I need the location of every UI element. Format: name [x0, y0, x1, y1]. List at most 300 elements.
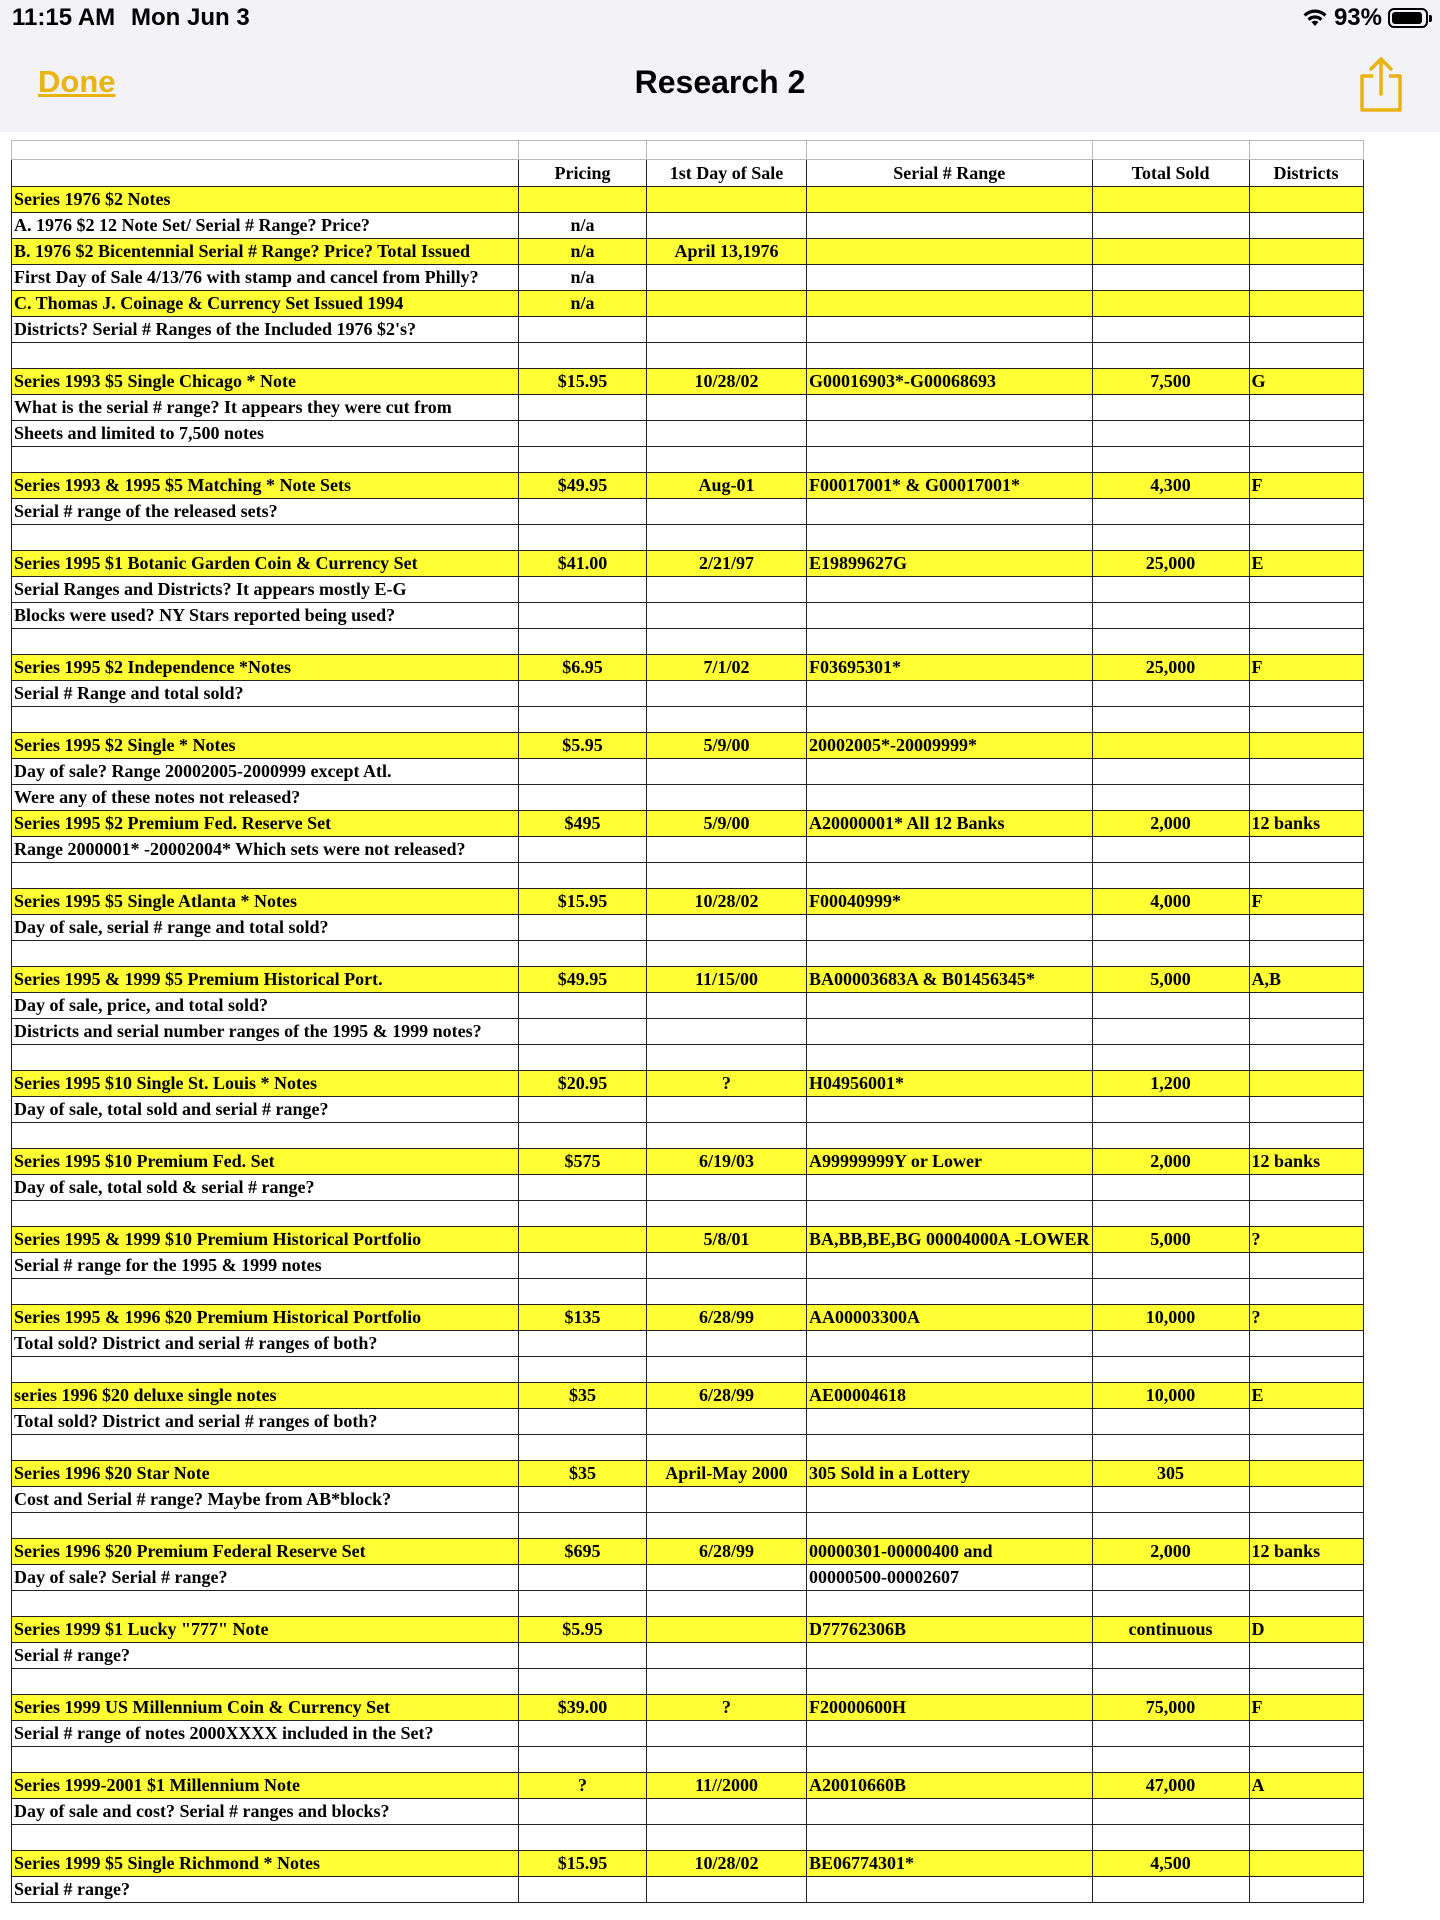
cell[interactable]	[647, 1591, 807, 1617]
cell[interactable]: $495	[519, 811, 647, 837]
cell[interactable]: $6.95	[519, 655, 647, 681]
cell[interactable]	[1092, 603, 1249, 629]
cell[interactable]: A99999999Y or Lower	[807, 1149, 1093, 1175]
cell[interactable]	[647, 499, 807, 525]
cell[interactable]: Day of sale? Serial # range?	[12, 1565, 519, 1591]
cell[interactable]	[1092, 525, 1249, 551]
cell[interactable]	[647, 447, 807, 473]
cell[interactable]: A20000001* All 12 Banks	[807, 811, 1093, 837]
cell[interactable]	[807, 1253, 1093, 1279]
cell[interactable]: F	[1249, 889, 1363, 915]
cell[interactable]: Series 1993 & 1995 $5 Matching * Note Sets	[12, 473, 519, 499]
cell[interactable]: ?	[1249, 1227, 1363, 1253]
cell[interactable]	[647, 291, 807, 317]
cell[interactable]: Were any of these notes not released?	[12, 785, 519, 811]
cell[interactable]	[519, 141, 647, 160]
cell[interactable]: $39.00	[519, 1695, 647, 1721]
cell[interactable]: 2,000	[1092, 1539, 1249, 1565]
cell[interactable]	[807, 1591, 1093, 1617]
cell[interactable]	[1092, 1045, 1249, 1071]
cell[interactable]	[1092, 1409, 1249, 1435]
cell[interactable]	[1092, 213, 1249, 239]
cell[interactable]	[647, 1097, 807, 1123]
cell[interactable]: Series 1995 $2 Independence *Notes	[12, 655, 519, 681]
cell[interactable]	[1092, 915, 1249, 941]
cell[interactable]	[1249, 681, 1363, 707]
cell[interactable]: BA,BB,BE,BG 00004000A -LOWER	[807, 1227, 1093, 1253]
cell[interactable]	[647, 603, 807, 629]
cell[interactable]	[12, 343, 519, 369]
cell[interactable]: 12 banks	[1249, 1149, 1363, 1175]
cell[interactable]: F00017001* & G00017001*	[807, 473, 1093, 499]
cell[interactable]	[807, 187, 1093, 213]
cell[interactable]	[647, 1279, 807, 1305]
cell[interactable]	[1249, 1253, 1363, 1279]
cell[interactable]	[1249, 1019, 1363, 1045]
cell[interactable]	[647, 629, 807, 655]
cell[interactable]: ?	[519, 1773, 647, 1799]
cell[interactable]	[519, 1227, 647, 1253]
cell[interactable]	[647, 915, 807, 941]
cell[interactable]	[647, 1617, 807, 1643]
cell[interactable]	[1092, 1435, 1249, 1461]
cell[interactable]	[519, 941, 647, 967]
cell[interactable]: 6/19/03	[647, 1149, 807, 1175]
cell[interactable]: Series 1996 $20 Premium Federal Reserve Set	[12, 1539, 519, 1565]
cell[interactable]	[519, 837, 647, 863]
cell[interactable]: Aug-01	[647, 473, 807, 499]
cell[interactable]	[1249, 1669, 1363, 1695]
cell[interactable]: 2,000	[1092, 811, 1249, 837]
cell[interactable]: Series 1999-2001 $1 Millennium Note	[12, 1773, 519, 1799]
cell[interactable]	[1092, 187, 1249, 213]
cell[interactable]: Serial # range?	[12, 1643, 519, 1669]
cell[interactable]	[12, 863, 519, 889]
cell[interactable]	[1092, 707, 1249, 733]
cell[interactable]: Series 1995 $10 Single St. Louis * Notes	[12, 1071, 519, 1097]
cell[interactable]: E	[1249, 551, 1363, 577]
cell[interactable]: 4,000	[1092, 889, 1249, 915]
cell[interactable]	[519, 785, 647, 811]
cell[interactable]	[519, 1721, 647, 1747]
cell[interactable]	[519, 915, 647, 941]
cell[interactable]	[807, 1097, 1093, 1123]
cell[interactable]	[12, 629, 519, 655]
cell[interactable]	[807, 1045, 1093, 1071]
cell[interactable]: $15.95	[519, 369, 647, 395]
cell[interactable]	[647, 395, 807, 421]
cell[interactable]	[1092, 1565, 1249, 1591]
cell[interactable]: ?	[647, 1695, 807, 1721]
cell[interactable]	[1249, 759, 1363, 785]
cell[interactable]	[1249, 603, 1363, 629]
cell[interactable]	[1092, 1643, 1249, 1669]
cell[interactable]	[519, 1045, 647, 1071]
cell[interactable]	[1092, 759, 1249, 785]
cell[interactable]: Series 1999 $1 Lucky "777" Note	[12, 1617, 519, 1643]
cell[interactable]: BE06774301*	[807, 1851, 1093, 1877]
cell[interactable]	[647, 1877, 807, 1903]
cell[interactable]	[1249, 447, 1363, 473]
cell[interactable]: B. 1976 $2 Bicentennial Serial # Range? Price? Total Issued	[12, 239, 519, 265]
cell[interactable]	[519, 759, 647, 785]
cell[interactable]	[519, 1591, 647, 1617]
cell[interactable]	[647, 1019, 807, 1045]
cell[interactable]	[647, 1825, 807, 1851]
cell[interactable]: n/a	[519, 213, 647, 239]
cell[interactable]	[647, 343, 807, 369]
cell[interactable]	[1092, 863, 1249, 889]
cell[interactable]: F	[1249, 1695, 1363, 1721]
cell[interactable]	[807, 759, 1093, 785]
cell[interactable]	[519, 681, 647, 707]
cell[interactable]: What is the serial # range? It appears they were cut from	[12, 395, 519, 421]
cell[interactable]: First Day of Sale 4/13/76 with stamp and cancel from Philly?	[12, 265, 519, 291]
cell[interactable]	[1249, 1591, 1363, 1617]
cell[interactable]: 4,300	[1092, 473, 1249, 499]
cell[interactable]: Series 1999 $5 Single Richmond * Notes	[12, 1851, 519, 1877]
cell[interactable]	[807, 1331, 1093, 1357]
cell[interactable]	[1092, 317, 1249, 343]
cell[interactable]	[1249, 187, 1363, 213]
cell[interactable]: 4,500	[1092, 1851, 1249, 1877]
cell[interactable]	[1249, 837, 1363, 863]
cell[interactable]: 5/8/01	[647, 1227, 807, 1253]
cell[interactable]	[1249, 1331, 1363, 1357]
cell[interactable]	[807, 1201, 1093, 1227]
cell[interactable]	[807, 915, 1093, 941]
cell[interactable]: $35	[519, 1383, 647, 1409]
cell[interactable]	[1092, 1097, 1249, 1123]
cell[interactable]: $20.95	[519, 1071, 647, 1097]
cell[interactable]: 25,000	[1092, 655, 1249, 681]
cell[interactable]	[1249, 1877, 1363, 1903]
cell[interactable]: G00016903*-G00068693	[807, 369, 1093, 395]
column-header[interactable]: 1st Day of Sale	[647, 160, 807, 187]
cell[interactable]	[1092, 1591, 1249, 1617]
cell[interactable]	[1249, 1435, 1363, 1461]
cell[interactable]: E	[1249, 1383, 1363, 1409]
cell[interactable]: Series 1995 $2 Single * Notes	[12, 733, 519, 759]
cell[interactable]	[1249, 395, 1363, 421]
cell[interactable]: 305 Sold in a Lottery	[807, 1461, 1093, 1487]
cell[interactable]	[519, 1019, 647, 1045]
cell[interactable]	[807, 1877, 1093, 1903]
cell[interactable]	[647, 1721, 807, 1747]
cell[interactable]	[807, 993, 1093, 1019]
cell[interactable]	[1092, 1253, 1249, 1279]
cell[interactable]	[647, 1201, 807, 1227]
cell[interactable]	[807, 141, 1093, 160]
cell[interactable]	[807, 291, 1093, 317]
cell[interactable]	[519, 1175, 647, 1201]
column-header[interactable]	[12, 160, 519, 187]
cell[interactable]	[807, 1487, 1093, 1513]
cell[interactable]	[1092, 1123, 1249, 1149]
cell[interactable]	[519, 1201, 647, 1227]
cell[interactable]: ?	[647, 1071, 807, 1097]
cell[interactable]: Series 1995 & 1999 $5 Premium Historical Port.	[12, 967, 519, 993]
cell[interactable]	[12, 1201, 519, 1227]
cell[interactable]	[807, 317, 1093, 343]
cell[interactable]: 5/9/00	[647, 811, 807, 837]
cell[interactable]: n/a	[519, 265, 647, 291]
cell[interactable]	[1092, 1201, 1249, 1227]
cell[interactable]	[519, 1799, 647, 1825]
cell[interactable]	[519, 1253, 647, 1279]
cell[interactable]: 12 banks	[1249, 811, 1363, 837]
cell[interactable]	[1092, 1747, 1249, 1773]
cell[interactable]	[12, 447, 519, 473]
cell[interactable]	[647, 421, 807, 447]
cell[interactable]	[12, 1357, 519, 1383]
cell[interactable]	[1092, 785, 1249, 811]
cell[interactable]: Serial # range for the 1995 & 1999 notes	[12, 1253, 519, 1279]
cell[interactable]: D77762306B	[807, 1617, 1093, 1643]
cell[interactable]: Series 1996 $20 Star Note	[12, 1461, 519, 1487]
cell[interactable]: $41.00	[519, 551, 647, 577]
cell[interactable]	[807, 1513, 1093, 1539]
column-header[interactable]: Districts	[1249, 160, 1363, 187]
cell[interactable]	[1092, 577, 1249, 603]
cell[interactable]	[519, 343, 647, 369]
cell[interactable]: ?	[1249, 1305, 1363, 1331]
cell[interactable]	[647, 577, 807, 603]
cell[interactable]	[647, 1331, 807, 1357]
cell[interactable]	[647, 837, 807, 863]
cell[interactable]: April 13,1976	[647, 239, 807, 265]
cell[interactable]	[519, 1123, 647, 1149]
column-header[interactable]: Total Sold	[1092, 160, 1249, 187]
cell[interactable]: $49.95	[519, 473, 647, 499]
cell[interactable]	[807, 1435, 1093, 1461]
cell[interactable]	[519, 577, 647, 603]
cell[interactable]: F03695301*	[807, 655, 1093, 681]
cell[interactable]	[12, 941, 519, 967]
cell[interactable]	[647, 1045, 807, 1071]
cell[interactable]: $35	[519, 1461, 647, 1487]
cell[interactable]	[1092, 1487, 1249, 1513]
cell[interactable]	[1092, 141, 1249, 160]
cell[interactable]	[1249, 1279, 1363, 1305]
cell[interactable]	[1092, 343, 1249, 369]
cell[interactable]	[807, 499, 1093, 525]
done-button[interactable]: Done	[38, 64, 116, 99]
cell[interactable]	[807, 785, 1093, 811]
cell[interactable]	[807, 1123, 1093, 1149]
cell[interactable]	[647, 707, 807, 733]
cell[interactable]	[647, 759, 807, 785]
cell[interactable]	[647, 1565, 807, 1591]
column-header[interactable]: Serial # Range	[807, 160, 1093, 187]
cell[interactable]	[1249, 1461, 1363, 1487]
cell[interactable]: F	[1249, 655, 1363, 681]
cell[interactable]	[1249, 1045, 1363, 1071]
cell[interactable]: $5.95	[519, 733, 647, 759]
cell[interactable]	[647, 213, 807, 239]
cell[interactable]: 2/21/97	[647, 551, 807, 577]
cell[interactable]	[1092, 1721, 1249, 1747]
cell[interactable]	[647, 1123, 807, 1149]
cell[interactable]	[1249, 785, 1363, 811]
cell[interactable]	[1092, 993, 1249, 1019]
cell[interactable]: $15.95	[519, 1851, 647, 1877]
cell[interactable]: $5.95	[519, 1617, 647, 1643]
cell[interactable]	[519, 1669, 647, 1695]
cell[interactable]	[1249, 291, 1363, 317]
cell[interactable]	[1249, 317, 1363, 343]
cell[interactable]	[12, 1279, 519, 1305]
column-header[interactable]: Pricing	[519, 160, 647, 187]
cell[interactable]: 10,000	[1092, 1305, 1249, 1331]
cell[interactable]	[1249, 1071, 1363, 1097]
cell[interactable]: Series 1976 $2 Notes	[12, 187, 519, 213]
cell[interactable]	[519, 1513, 647, 1539]
cell[interactable]	[807, 577, 1093, 603]
cell[interactable]	[647, 1513, 807, 1539]
cell[interactable]	[12, 525, 519, 551]
cell[interactable]	[519, 1409, 647, 1435]
cell[interactable]	[1249, 421, 1363, 447]
cell[interactable]: 2,000	[1092, 1149, 1249, 1175]
cell[interactable]	[1092, 1825, 1249, 1851]
cell[interactable]	[519, 317, 647, 343]
cell[interactable]	[807, 629, 1093, 655]
cell[interactable]: Serial # range?	[12, 1877, 519, 1903]
cell[interactable]: BA00003683A & B01456345*	[807, 967, 1093, 993]
cell[interactable]	[1092, 265, 1249, 291]
cell[interactable]	[1249, 1409, 1363, 1435]
cell[interactable]: E19899627G	[807, 551, 1093, 577]
cell[interactable]	[1092, 1513, 1249, 1539]
cell[interactable]: Series 1995 $5 Single Atlanta * Notes	[12, 889, 519, 915]
cell[interactable]	[1092, 1669, 1249, 1695]
cell[interactable]	[647, 1747, 807, 1773]
cell[interactable]: April-May 2000	[647, 1461, 807, 1487]
cell[interactable]	[1092, 291, 1249, 317]
cell[interactable]: Serial # Range and total sold?	[12, 681, 519, 707]
cell[interactable]	[647, 1487, 807, 1513]
cell[interactable]: A. 1976 $2 12 Note Set/ Serial # Range? Price?	[12, 213, 519, 239]
cell[interactable]	[1249, 499, 1363, 525]
cell[interactable]: 6/28/99	[647, 1305, 807, 1331]
cell[interactable]	[807, 837, 1093, 863]
cell[interactable]	[519, 499, 647, 525]
cell[interactable]	[807, 343, 1093, 369]
cell[interactable]: 11//2000	[647, 1773, 807, 1799]
cell[interactable]	[1249, 863, 1363, 889]
cell[interactable]: 305	[1092, 1461, 1249, 1487]
cell[interactable]	[807, 707, 1093, 733]
cell[interactable]: Cost and Serial # range? Maybe from AB*block?	[12, 1487, 519, 1513]
cell[interactable]: Series 1993 $5 Single Chicago * Note	[12, 369, 519, 395]
cell[interactable]: continuous	[1092, 1617, 1249, 1643]
cell[interactable]	[647, 993, 807, 1019]
cell[interactable]	[647, 681, 807, 707]
cell[interactable]	[519, 395, 647, 421]
cell[interactable]	[1249, 213, 1363, 239]
cell[interactable]	[519, 1279, 647, 1305]
cell[interactable]	[1249, 1201, 1363, 1227]
cell[interactable]	[519, 603, 647, 629]
cell[interactable]	[1249, 1747, 1363, 1773]
cell[interactable]: C. Thomas J. Coinage & Currency Set Issued 1994	[12, 291, 519, 317]
cell[interactable]	[12, 1825, 519, 1851]
cell[interactable]	[1249, 577, 1363, 603]
cell[interactable]: Day of sale, price, and total sold?	[12, 993, 519, 1019]
cell[interactable]	[1092, 421, 1249, 447]
cell[interactable]	[519, 1565, 647, 1591]
cell[interactable]	[1092, 733, 1249, 759]
cell[interactable]	[1249, 343, 1363, 369]
cell[interactable]	[1249, 1175, 1363, 1201]
cell[interactable]	[519, 1643, 647, 1669]
cell[interactable]	[647, 525, 807, 551]
cell[interactable]: F20000600H	[807, 1695, 1093, 1721]
cell[interactable]: Day of sale, total sold & serial # range?	[12, 1175, 519, 1201]
cell[interactable]	[647, 1253, 807, 1279]
cell[interactable]: series 1996 $20 deluxe single notes	[12, 1383, 519, 1409]
cell[interactable]: 1,200	[1092, 1071, 1249, 1097]
cell[interactable]: 10/28/02	[647, 1851, 807, 1877]
cell[interactable]	[1249, 993, 1363, 1019]
cell[interactable]: F	[1249, 473, 1363, 499]
cell[interactable]	[1249, 141, 1363, 160]
cell[interactable]	[519, 1097, 647, 1123]
cell[interactable]	[1249, 1825, 1363, 1851]
cell[interactable]	[807, 421, 1093, 447]
cell[interactable]	[1092, 395, 1249, 421]
cell[interactable]: Series 1995 $2 Premium Fed. Reserve Set	[12, 811, 519, 837]
cell[interactable]: H04956001*	[807, 1071, 1093, 1097]
spreadsheet[interactable]	[11, 140, 1371, 1920]
cell[interactable]	[807, 1357, 1093, 1383]
cell[interactable]	[807, 1825, 1093, 1851]
cell[interactable]	[647, 1409, 807, 1435]
cell[interactable]: AE00004618	[807, 1383, 1093, 1409]
cell[interactable]: $135	[519, 1305, 647, 1331]
cell[interactable]	[807, 1799, 1093, 1825]
cell[interactable]	[647, 265, 807, 291]
cell[interactable]	[1092, 1279, 1249, 1305]
cell[interactable]	[1092, 499, 1249, 525]
cell[interactable]	[807, 447, 1093, 473]
cell[interactable]	[647, 863, 807, 889]
cell[interactable]: Day of sale? Range 20002005-2000999 except Atl.	[12, 759, 519, 785]
cell[interactable]: Series 1995 & 1999 $10 Premium Historical Portfolio	[12, 1227, 519, 1253]
cell[interactable]	[807, 213, 1093, 239]
cell[interactable]: Series 1999 US Millennium Coin & Currency Set	[12, 1695, 519, 1721]
cell[interactable]	[807, 1643, 1093, 1669]
cell[interactable]	[647, 785, 807, 811]
cell[interactable]: Total sold? District and serial # ranges of both?	[12, 1409, 519, 1435]
cell[interactable]	[1249, 1097, 1363, 1123]
cell[interactable]: $695	[519, 1539, 647, 1565]
cell[interactable]	[1249, 1851, 1363, 1877]
cell[interactable]: 47,000	[1092, 1773, 1249, 1799]
cell[interactable]: Series 1995 $10 Premium Fed. Set	[12, 1149, 519, 1175]
cell[interactable]	[519, 707, 647, 733]
cell[interactable]	[807, 1409, 1093, 1435]
cell[interactable]: n/a	[519, 291, 647, 317]
cell[interactable]	[1092, 1799, 1249, 1825]
cell[interactable]	[1092, 239, 1249, 265]
cell[interactable]: Districts and serial number ranges of the 1995 & 1999 notes?	[12, 1019, 519, 1045]
cell[interactable]	[12, 1513, 519, 1539]
cell[interactable]	[1249, 1357, 1363, 1383]
cell[interactable]	[647, 1175, 807, 1201]
cell[interactable]	[519, 447, 647, 473]
